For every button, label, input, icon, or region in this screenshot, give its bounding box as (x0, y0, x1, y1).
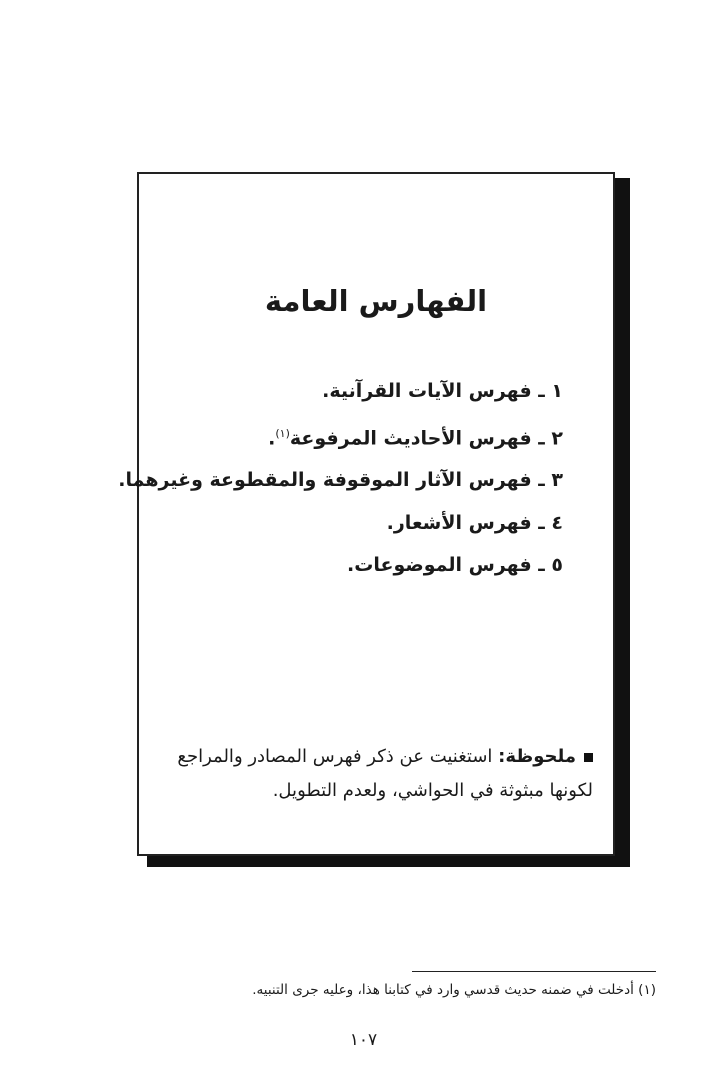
note-text: استغنيت عن ذكر فهرس المصادر والمراجع لكونها مبثوثة في الحواشي، ولعدم التطويل. (177, 746, 593, 801)
footnote-ref: (١) (275, 426, 290, 440)
index-item-poetry (118, 502, 563, 545)
index-item-quran (118, 370, 563, 413)
footnote-marker: (١) (638, 982, 656, 998)
note (153, 740, 593, 808)
index-item-topics (118, 544, 563, 587)
index-item-label: ٢ ـ فهرس الأحاديث المرفوعة (289, 426, 563, 449)
index-item-label: ٤ ـ فهرس الأشعار. (386, 511, 563, 534)
index-item-hadith (118, 413, 563, 460)
square-bullet-icon (584, 753, 593, 762)
footnote (252, 982, 656, 998)
index-item-label: ٣ ـ فهرس الآثار الموقوفة والمقطوعة وغيرهما. (118, 469, 563, 492)
index-item-tail: . (268, 426, 276, 449)
index-item-athar (118, 459, 563, 502)
note-label: ملحوظة: (498, 746, 576, 767)
footnote-divider (412, 971, 656, 972)
footnote-text: أدخلت في ضمنه حديث قدسي وارد في كتابنا هذا، وعليه جرى التنبيه. (252, 982, 634, 998)
index-item-label: ١ ـ فهرس الآيات القرآنية. (322, 380, 563, 402)
index-frame (118, 172, 615, 856)
page-title: الفهارس العامة (264, 284, 488, 318)
index-list (118, 370, 563, 587)
index-item-label: ٥ ـ فهرس الموضوعات. (347, 554, 563, 577)
page-number: ١٠٧ (349, 1030, 378, 1050)
